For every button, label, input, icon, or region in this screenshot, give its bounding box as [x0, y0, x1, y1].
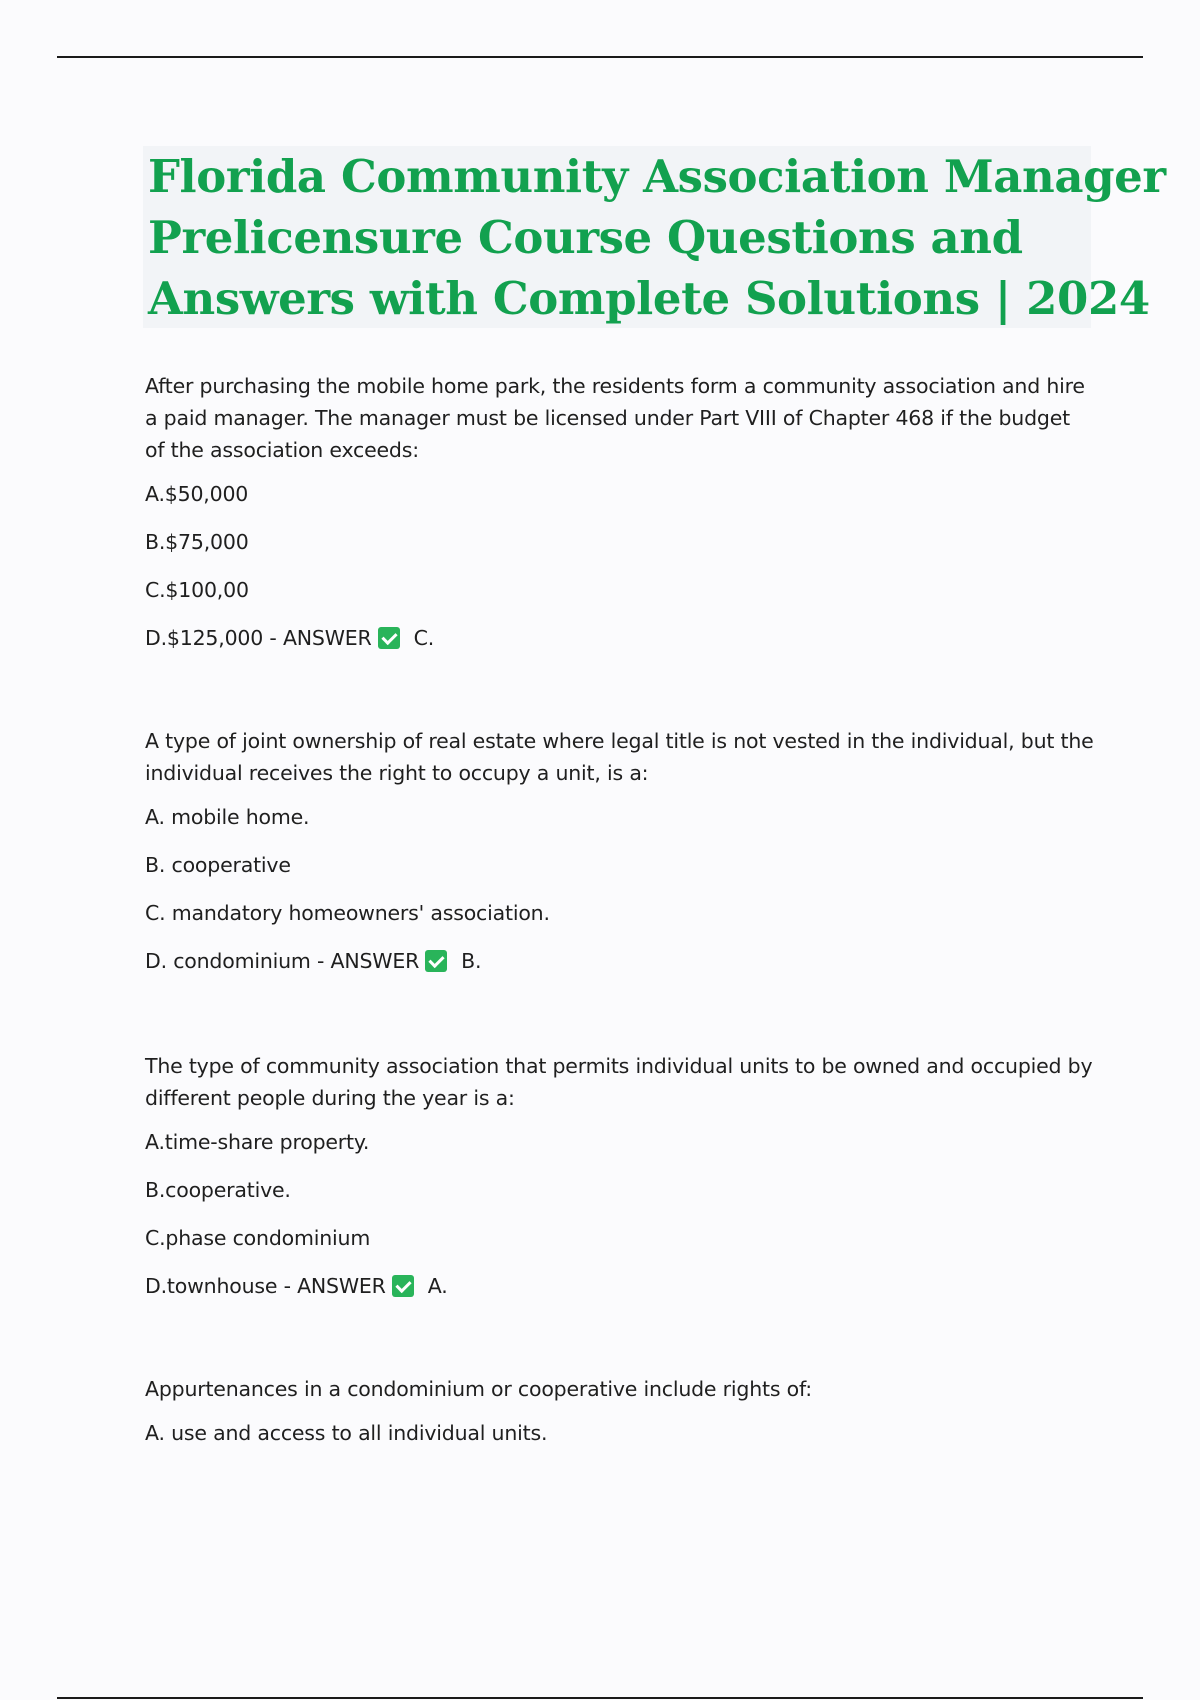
option: D. condominium - ANSWER: [145, 949, 420, 973]
question-block: [145, 1373, 1095, 1465]
question-text: A type of joint ownership of real estate where legal title is not vested in the individual, but the individual receives the right to occupy a unit, is a:: [145, 729, 1094, 785]
bottom-rule: [57, 1697, 1143, 1699]
option: A. mobile home.: [145, 805, 310, 829]
option: A. use and access to all individual units.: [145, 1421, 548, 1445]
option: B.$75,000: [145, 530, 249, 554]
check-box-icon: [378, 627, 400, 649]
top-rule: [57, 56, 1143, 58]
answer-line: [145, 1270, 1095, 1302]
option: B.cooperative.: [145, 1178, 291, 1202]
answer-value: C.: [413, 626, 435, 650]
answer-line: [145, 622, 1095, 654]
title-line: Answers with Complete Solutions | 2024: [148, 272, 1150, 325]
option: C.phase condominium: [145, 1226, 371, 1250]
check-box-icon: [392, 1275, 414, 1297]
answer-value: A.: [427, 1274, 448, 1298]
question-block: [145, 370, 1095, 654]
question-text: After purchasing the mobile home park, the residents form a community association and hire a paid manager. The manager must be licensed under Part VIII of Chapter 468 if the budget of the association exceeds:: [145, 374, 1085, 462]
answer-line: [145, 945, 1095, 977]
check-box-icon: [425, 950, 447, 972]
option: D.townhouse - ANSWER: [145, 1274, 386, 1298]
option: B. cooperative: [145, 853, 291, 877]
option: A.time-share property.: [145, 1130, 370, 1154]
question-text: The type of community association that permits individual units to be owned and occupied by different people during the year is a:: [145, 1054, 1093, 1110]
question-block: [145, 1050, 1095, 1302]
title-line: Florida Community Association Manager: [148, 150, 1166, 203]
option: C. mandatory homeowners' association.: [145, 901, 550, 925]
option: C.$100,00: [145, 578, 249, 602]
title-line: Prelicensure Course Questions and: [148, 211, 1023, 264]
question-block: [145, 725, 1095, 977]
document-title: [143, 146, 1166, 328]
question-text: Appurtenances in a condominium or cooperative include rights of:: [145, 1377, 812, 1401]
answer-value: B.: [461, 949, 482, 973]
option: D.$125,000 - ANSWER: [145, 626, 372, 650]
option: A.$50,000: [145, 482, 249, 506]
